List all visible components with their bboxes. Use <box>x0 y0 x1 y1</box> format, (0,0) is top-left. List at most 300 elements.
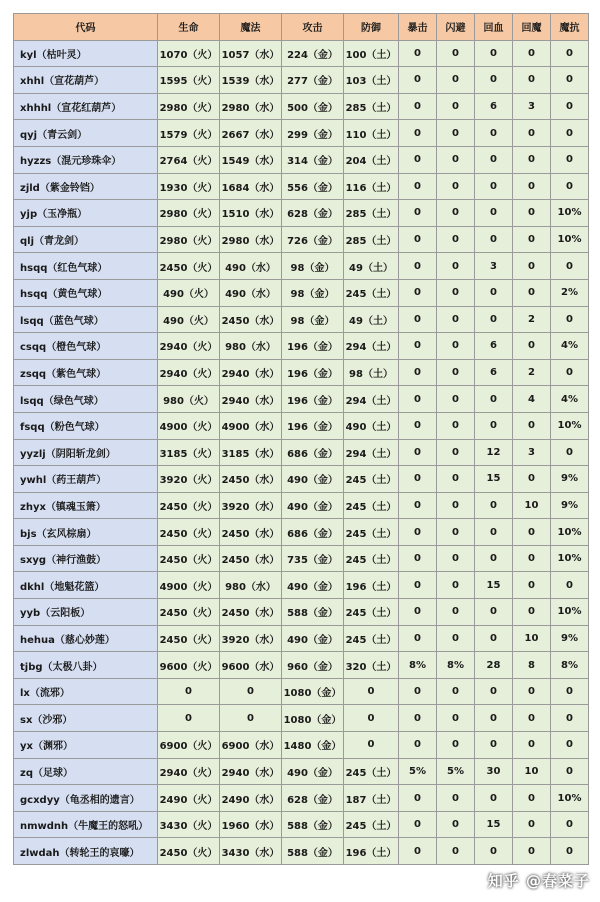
stat-cell: 9600（水） <box>220 652 282 679</box>
stat-cell: 2980（水） <box>220 93 282 120</box>
stat-cell: 9% <box>551 466 589 493</box>
stat-cell: 10% <box>551 412 589 439</box>
stat-cell: 245（土） <box>344 545 399 572</box>
stat-cell: 0 <box>437 545 475 572</box>
stat-cell: 9600（火） <box>158 652 220 679</box>
header-crit: 暴击 <box>399 14 437 41</box>
stat-cell: 10 <box>513 492 551 519</box>
stat-cell: 2980（火） <box>158 200 220 227</box>
stat-cell: 6 <box>475 93 513 120</box>
item-code-cell: csqq（橙色气球） <box>14 333 158 360</box>
stat-cell: 0 <box>399 67 437 94</box>
stat-cell: 4900（火） <box>158 572 220 599</box>
stat-cell: 0 <box>513 838 551 865</box>
stat-cell: 10% <box>551 599 589 626</box>
table-row <box>14 625 589 652</box>
stat-cell: 12 <box>475 439 513 466</box>
stat-cell: 0 <box>158 705 220 732</box>
stat-cell: 98（金） <box>282 279 344 306</box>
stat-cell: 6900（火） <box>158 732 220 759</box>
stat-cell: 0 <box>399 811 437 838</box>
item-code-cell: zq（足球） <box>14 758 158 785</box>
item-code-cell: yjp（玉净瓶） <box>14 200 158 227</box>
stat-cell: 0 <box>437 306 475 333</box>
stat-cell: 98（金） <box>282 253 344 280</box>
stat-cell: 5% <box>399 758 437 785</box>
item-code-cell: sx（沙邪） <box>14 705 158 732</box>
stat-cell: 980（水） <box>220 572 282 599</box>
stat-cell: 490（金） <box>282 466 344 493</box>
stat-cell: 0 <box>513 811 551 838</box>
stat-cell: 0 <box>399 492 437 519</box>
stat-cell: 6 <box>475 359 513 386</box>
stat-cell: 294（土） <box>344 439 399 466</box>
stat-cell: 1930（火） <box>158 173 220 200</box>
stat-cell: 0 <box>437 253 475 280</box>
stat-cell: 0 <box>437 120 475 147</box>
stat-cell: 0 <box>513 253 551 280</box>
stat-cell: 0 <box>475 200 513 227</box>
item-code-cell: zhyx（镇魂玉箫） <box>14 492 158 519</box>
stat-cell: 490（火） <box>158 306 220 333</box>
stat-cell: 0 <box>344 732 399 759</box>
stat-cell: 3920（水） <box>220 492 282 519</box>
stat-cell: 0 <box>475 146 513 173</box>
stat-cell: 0 <box>437 333 475 360</box>
stat-cell: 4% <box>551 386 589 413</box>
stat-cell: 0 <box>513 40 551 67</box>
stat-cell: 0 <box>513 466 551 493</box>
stat-cell: 3430（水） <box>220 838 282 865</box>
stat-cell: 3920（火） <box>158 466 220 493</box>
stat-cell: 0 <box>513 519 551 546</box>
stat-cell: 245（土） <box>344 466 399 493</box>
stat-cell: 0 <box>437 40 475 67</box>
stat-cell: 1510（水） <box>220 200 282 227</box>
stat-cell: 8% <box>399 652 437 679</box>
item-code-cell: bjs（玄风棕扇） <box>14 519 158 546</box>
item-code-cell: dkhl（地魁花篮） <box>14 572 158 599</box>
stat-cell: 0 <box>513 705 551 732</box>
stat-cell: 0 <box>437 67 475 94</box>
stat-cell: 0 <box>475 120 513 147</box>
stat-cell: 2667（水） <box>220 120 282 147</box>
stat-cell: 245（土） <box>344 492 399 519</box>
stat-cell: 2980（火） <box>158 93 220 120</box>
stat-cell: 0 <box>437 466 475 493</box>
stat-cell: 0 <box>437 572 475 599</box>
stat-cell: 2490（火） <box>158 785 220 812</box>
header-hp-regen: 回血 <box>475 14 513 41</box>
stat-cell: 245（土） <box>344 519 399 546</box>
table-row <box>14 67 589 94</box>
stat-cell: 0 <box>437 173 475 200</box>
stat-cell: 0 <box>551 253 589 280</box>
stat-cell: 245（土） <box>344 758 399 785</box>
stat-cell: 2450（火） <box>158 838 220 865</box>
stat-cell: 490（金） <box>282 625 344 652</box>
stat-cell: 2450（火） <box>158 545 220 572</box>
item-code-cell: yyzlj（阴阳斩龙剑） <box>14 439 158 466</box>
table-row <box>14 492 589 519</box>
table-row <box>14 758 589 785</box>
stat-cell: 0 <box>399 625 437 652</box>
stat-cell: 49（土） <box>344 253 399 280</box>
stat-cell: 0 <box>513 333 551 360</box>
stat-cell: 0 <box>475 519 513 546</box>
stat-cell: 0 <box>513 200 551 227</box>
stat-cell: 0 <box>513 678 551 705</box>
stat-cell: 0 <box>551 811 589 838</box>
item-code-cell: nmwdnh（牛魔王的怒吼） <box>14 811 158 838</box>
stat-cell: 490（金） <box>282 758 344 785</box>
item-code-cell: hsqq（红色气球） <box>14 253 158 280</box>
stat-cell: 196（金） <box>282 386 344 413</box>
stat-cell: 0 <box>513 146 551 173</box>
stat-cell: 103（土） <box>344 67 399 94</box>
stat-cell: 0 <box>513 67 551 94</box>
header-hp: 生命 <box>158 14 220 41</box>
stat-cell: 4% <box>551 333 589 360</box>
stat-cell: 1539（水） <box>220 67 282 94</box>
stat-cell: 588（金） <box>282 599 344 626</box>
table-row <box>14 811 589 838</box>
stat-cell: 0 <box>399 572 437 599</box>
stat-cell: 0 <box>399 599 437 626</box>
table-row <box>14 466 589 493</box>
stat-cell: 10% <box>551 545 589 572</box>
stat-cell: 196（金） <box>282 333 344 360</box>
stat-cell: 0 <box>513 173 551 200</box>
stat-cell: 196（金） <box>282 412 344 439</box>
stat-cell: 285（土） <box>344 93 399 120</box>
stat-cell: 3185（水） <box>220 439 282 466</box>
stat-cell: 3 <box>475 253 513 280</box>
item-code-cell: hyzzs（混元珍珠伞） <box>14 146 158 173</box>
stat-cell: 245（土） <box>344 811 399 838</box>
stat-cell: 0 <box>551 732 589 759</box>
table-row <box>14 545 589 572</box>
stat-cell: 0 <box>399 732 437 759</box>
item-code-cell: hsqq（黄色气球） <box>14 279 158 306</box>
stat-cell: 0 <box>399 545 437 572</box>
stat-cell: 294（土） <box>344 386 399 413</box>
stat-cell: 196（金） <box>282 359 344 386</box>
stat-cell: 4900（火） <box>158 412 220 439</box>
stat-cell: 245（土） <box>344 279 399 306</box>
stat-cell: 0 <box>513 599 551 626</box>
table-row <box>14 412 589 439</box>
stat-cell: 0 <box>475 173 513 200</box>
stat-cell: 0 <box>399 93 437 120</box>
stat-cell: 314（金） <box>282 146 344 173</box>
header-attack: 攻击 <box>282 14 344 41</box>
stat-cell: 0 <box>437 678 475 705</box>
stat-cell: 285（土） <box>344 226 399 253</box>
stat-cell: 245（土） <box>344 625 399 652</box>
stat-cell: 10% <box>551 785 589 812</box>
stat-cell: 0 <box>399 279 437 306</box>
stat-cell: 4 <box>513 386 551 413</box>
item-code-cell: gcxdyy（龟丞相的遗言） <box>14 785 158 812</box>
table-row <box>14 333 589 360</box>
stat-cell: 0 <box>551 838 589 865</box>
stat-cell: 726（金） <box>282 226 344 253</box>
table-row <box>14 146 589 173</box>
stat-cell: 1549（水） <box>220 146 282 173</box>
table-row <box>14 359 589 386</box>
item-code-cell: xhhl（宣花葫芦） <box>14 67 158 94</box>
stat-cell: 8 <box>513 652 551 679</box>
stat-cell: 0 <box>551 146 589 173</box>
item-code-cell: lsqq（蓝色气球） <box>14 306 158 333</box>
stat-cell: 285（土） <box>344 200 399 227</box>
stat-cell: 0 <box>220 705 282 732</box>
stat-cell: 0 <box>475 40 513 67</box>
stat-cell: 0 <box>437 386 475 413</box>
item-code-cell: ywhl（药王葫芦） <box>14 466 158 493</box>
stat-cell: 0 <box>475 545 513 572</box>
table-row <box>14 678 589 705</box>
table-row <box>14 386 589 413</box>
stat-cell: 9% <box>551 625 589 652</box>
stat-cell: 0 <box>399 466 437 493</box>
stat-cell: 490（金） <box>282 492 344 519</box>
stat-cell: 0 <box>220 678 282 705</box>
stat-cell: 98（土） <box>344 359 399 386</box>
stat-cell: 10 <box>513 625 551 652</box>
stat-cell: 0 <box>513 572 551 599</box>
stat-cell: 0 <box>437 359 475 386</box>
stat-cell: 8% <box>551 652 589 679</box>
stat-cell: 556（金） <box>282 173 344 200</box>
stat-cell: 2 <box>513 359 551 386</box>
stat-cell: 2450（水） <box>220 545 282 572</box>
stat-cell: 1595（火） <box>158 67 220 94</box>
table-row <box>14 785 589 812</box>
stat-cell: 490（水） <box>220 253 282 280</box>
stat-cell: 0 <box>551 306 589 333</box>
stat-cell: 3 <box>513 93 551 120</box>
item-code-cell: fsqq（粉色气球） <box>14 412 158 439</box>
stat-cell: 1057（水） <box>220 40 282 67</box>
table-row <box>14 572 589 599</box>
stat-cell: 0 <box>437 705 475 732</box>
stat-cell: 0 <box>551 758 589 785</box>
stat-cell: 500（金） <box>282 93 344 120</box>
stat-cell: 0 <box>399 519 437 546</box>
stat-cell: 98（金） <box>282 306 344 333</box>
stat-cell: 2450（火） <box>158 599 220 626</box>
stat-cell: 2450（水） <box>220 599 282 626</box>
stat-cell: 0 <box>551 439 589 466</box>
stat-cell: 2450（水） <box>220 306 282 333</box>
stat-cell: 2940（水） <box>220 386 282 413</box>
stat-cell: 0 <box>437 93 475 120</box>
stat-cell: 15 <box>475 466 513 493</box>
table-row <box>14 519 589 546</box>
stat-cell: 0 <box>475 732 513 759</box>
stat-cell: 30 <box>475 758 513 785</box>
stat-cell: 2940（火） <box>158 333 220 360</box>
stat-cell: 0 <box>551 93 589 120</box>
table-row <box>14 439 589 466</box>
stat-cell: 1080（金） <box>282 678 344 705</box>
stat-cell: 28 <box>475 652 513 679</box>
stat-cell: 1080（金） <box>282 705 344 732</box>
watermark: 知乎 @春菜子 <box>487 872 590 890</box>
stat-cell: 10 <box>513 758 551 785</box>
table-row <box>14 253 589 280</box>
stat-cell: 2450（水） <box>220 466 282 493</box>
stat-cell: 0 <box>399 146 437 173</box>
stat-cell: 0 <box>475 838 513 865</box>
stat-cell: 0 <box>475 492 513 519</box>
stat-cell: 15 <box>475 811 513 838</box>
stat-cell: 49（土） <box>344 306 399 333</box>
stat-cell: 0 <box>513 279 551 306</box>
stat-cell: 3185（火） <box>158 439 220 466</box>
stat-cell: 0 <box>475 412 513 439</box>
stat-cell: 196（土） <box>344 572 399 599</box>
stat-cell: 0 <box>437 838 475 865</box>
stat-cell: 490（土） <box>344 412 399 439</box>
stat-cell: 0 <box>475 306 513 333</box>
stat-cell: 0 <box>437 439 475 466</box>
stat-cell: 686（金） <box>282 519 344 546</box>
stat-cell: 490（火） <box>158 279 220 306</box>
table-row <box>14 40 589 67</box>
stat-cell: 299（金） <box>282 120 344 147</box>
item-code-cell: lx（流邪） <box>14 678 158 705</box>
stat-cell: 0 <box>399 359 437 386</box>
stat-cell: 2450（火） <box>158 625 220 652</box>
stat-cell: 6 <box>475 333 513 360</box>
stat-cell: 277（金） <box>282 67 344 94</box>
item-code-cell: zlwdah（转轮王的哀嚎） <box>14 838 158 865</box>
stat-cell: 0 <box>475 226 513 253</box>
stat-cell: 0 <box>437 200 475 227</box>
stat-cell: 0 <box>399 173 437 200</box>
item-stats-sheet <box>13 13 589 865</box>
stat-cell: 0 <box>437 625 475 652</box>
table-row <box>14 93 589 120</box>
stat-cell: 0 <box>399 412 437 439</box>
stat-cell: 0 <box>513 120 551 147</box>
table-row <box>14 652 589 679</box>
stat-cell: 0 <box>513 785 551 812</box>
stat-cell: 0 <box>399 678 437 705</box>
stat-cell: 0 <box>475 386 513 413</box>
stat-cell: 3 <box>513 439 551 466</box>
stat-cell: 1579（火） <box>158 120 220 147</box>
stat-cell: 588（金） <box>282 811 344 838</box>
stat-cell: 320（土） <box>344 652 399 679</box>
header-mp-regen: 回魔 <box>513 14 551 41</box>
item-code-cell: sxyg（神行渔鼓） <box>14 545 158 572</box>
stat-cell: 2940（水） <box>220 359 282 386</box>
stat-cell: 0 <box>437 811 475 838</box>
stat-cell: 0 <box>399 306 437 333</box>
stat-cell: 0 <box>399 120 437 147</box>
stat-cell: 735（金） <box>282 545 344 572</box>
item-code-cell: yyb（云阳板） <box>14 599 158 626</box>
stat-cell: 2940（水） <box>220 758 282 785</box>
item-code-cell: tjbg（太极八卦） <box>14 652 158 679</box>
stat-cell: 0 <box>437 146 475 173</box>
item-code-cell: kyl（枯叶灵） <box>14 40 158 67</box>
stat-cell: 224（金） <box>282 40 344 67</box>
stat-cell: 0 <box>437 226 475 253</box>
table-row <box>14 599 589 626</box>
stat-cell: 10% <box>551 519 589 546</box>
stat-cell: 1684（水） <box>220 173 282 200</box>
stat-cell: 628（金） <box>282 200 344 227</box>
stat-cell: 2980（火） <box>158 226 220 253</box>
table-row <box>14 306 589 333</box>
stat-cell: 0 <box>551 572 589 599</box>
stat-cell: 960（金） <box>282 652 344 679</box>
table-row <box>14 226 589 253</box>
stat-cell: 2450（火） <box>158 492 220 519</box>
item-stats-table <box>13 13 589 865</box>
stat-cell: 196（土） <box>344 838 399 865</box>
stat-cell: 0 <box>551 40 589 67</box>
stat-cell: 980（水） <box>220 333 282 360</box>
stat-cell: 490（水） <box>220 279 282 306</box>
stat-cell: 2% <box>551 279 589 306</box>
stat-cell: 0 <box>437 599 475 626</box>
item-code-cell: yx（渊邪） <box>14 732 158 759</box>
header-magic-resist: 魔抗 <box>551 14 589 41</box>
stat-cell: 0 <box>437 279 475 306</box>
item-code-cell: xhhhl（宣花红葫芦） <box>14 93 158 120</box>
stat-cell: 2450（火） <box>158 519 220 546</box>
stat-cell: 0 <box>399 40 437 67</box>
stat-cell: 3920（水） <box>220 625 282 652</box>
stat-cell: 588（金） <box>282 838 344 865</box>
stat-cell: 0 <box>475 279 513 306</box>
stat-cell: 0 <box>551 678 589 705</box>
stat-cell: 0 <box>513 732 551 759</box>
stat-cell: 2940（火） <box>158 758 220 785</box>
stat-cell: 2 <box>513 306 551 333</box>
item-code-cell: qyj（青云剑） <box>14 120 158 147</box>
stat-cell: 0 <box>475 785 513 812</box>
stat-cell: 2450（火） <box>158 253 220 280</box>
stat-cell: 0 <box>399 333 437 360</box>
stat-cell: 0 <box>399 386 437 413</box>
stat-cell: 100（土） <box>344 40 399 67</box>
stat-cell: 0 <box>475 625 513 652</box>
stat-cell: 0 <box>344 678 399 705</box>
stat-cell: 628（金） <box>282 785 344 812</box>
table-row <box>14 705 589 732</box>
stat-cell: 686（金） <box>282 439 344 466</box>
stat-cell: 0 <box>551 359 589 386</box>
stat-cell: 2980（水） <box>220 226 282 253</box>
stat-cell: 0 <box>399 785 437 812</box>
header-row <box>14 14 589 41</box>
stat-cell: 6900（水） <box>220 732 282 759</box>
stat-cell: 2940（火） <box>158 359 220 386</box>
stat-cell: 0 <box>475 705 513 732</box>
stat-cell: 2764（火） <box>158 146 220 173</box>
table-row <box>14 732 589 759</box>
stat-cell: 0 <box>399 200 437 227</box>
stat-cell: 8% <box>437 652 475 679</box>
stat-cell: 5% <box>437 758 475 785</box>
